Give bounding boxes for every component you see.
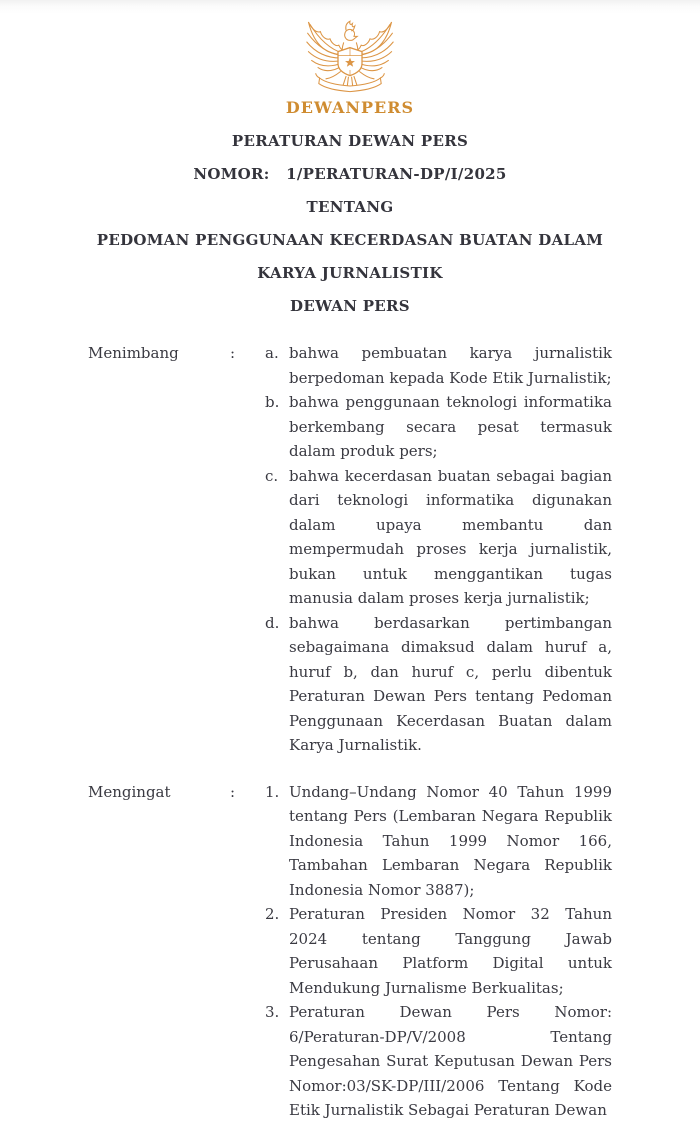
list-item: [265, 780, 612, 903]
title-line-dewan-pers: DEWAN PERS: [290, 297, 410, 315]
dewan-pers-wordmark: DEWANPERS: [285, 98, 415, 117]
list-item: [265, 341, 612, 390]
item-text: Undang–Undang Nomor 40 Tahun 1999 tentang Pers (Lembaran Negara Republik Indonesia Tahun 1999 Nomor 166, Tambahan Lembaran Negara Republik Indonesia Nomor 3887);: [289, 782, 612, 899]
menimbang-items: [265, 341, 612, 758]
section-label-mengingat: Mengingat: [88, 782, 171, 801]
list-item: [265, 1000, 612, 1123]
item-text: bahwa kecerdasan buatan sebagai bagian dari teknologi informatika digunakan dalam upaya membantu dan mempermudah proses kerja jurnalistik, bukan untuk menggantikan tugas manusia dalam proses kerja jurnalistik;: [289, 466, 612, 607]
section-colon: :: [230, 782, 236, 801]
item-text: Peraturan Dewan Pers Nomor: 6/Peraturan-DP/V/2008 Tentang Pengesahan Surat Keputusan Dewan Pers Nomor:03/SK-DP/III/2006 Tentang Kode Etik Jurnalistik Sebagai Peraturan Dewan: [289, 1003, 612, 1119]
letterhead: [0, 0, 700, 117]
item-marker: b.: [265, 393, 280, 411]
item-text: bahwa pembuatan karya jurnalistik berpedoman kepada Kode Etik Jurnalistik;: [289, 344, 612, 387]
title-line-nomor: NOMOR: 1/PERATURAN-DP/I/2025: [193, 165, 507, 183]
item-marker: 1.: [265, 782, 280, 801]
document-body: [88, 341, 612, 1123]
title-line-pedoman: PEDOMAN PENGGUNAAN KECERDASAN BUATAN DALAM: [96, 231, 604, 249]
list-item: [265, 611, 612, 758]
title-line-peraturan: PERATURAN DEWAN PERS: [231, 132, 469, 150]
item-marker: 2.: [265, 905, 280, 923]
item-marker: d.: [265, 613, 280, 632]
title-line-karya: KARYA JURNALISTIK: [257, 264, 443, 282]
list-item: [265, 390, 612, 464]
item-marker: c.: [265, 466, 279, 485]
section-label-menimbang: Menimbang: [88, 344, 179, 362]
item-text: bahwa penggunaan teknologi informatika berkembang secara pesat termasuk dalam produk pers;: [289, 393, 612, 460]
section-mengingat: [88, 780, 612, 1123]
list-item: [265, 902, 612, 1000]
section-colon: :: [230, 344, 236, 362]
title-line-tentang: TENTANG: [306, 198, 394, 216]
item-marker: 3.: [265, 1003, 280, 1021]
item-text: bahwa berdasarkan pertimbangan sebagaimana dimaksud dalam huruf a, huruf b, dan huruf c, perlu dibentuk Peraturan Dewan Pers tentang Pedoman Penggunaan Kecerdasan Buatan dalam Karya Jurnalistik.: [289, 613, 612, 754]
list-item: [265, 464, 612, 611]
section-menimbang: [88, 341, 612, 758]
garuda-pancasila-icon: [302, 13, 398, 95]
mengingat-items: [265, 780, 612, 1123]
item-text: Peraturan Presiden Nomor 32 Tahun 2024 tentang Tanggung Jawab Perusahaan Platform Digital untuk Mendukung Jurnalisme Berkualitas;: [289, 905, 612, 997]
document-title-block: [0, 132, 700, 316]
item-marker: a.: [265, 344, 279, 362]
